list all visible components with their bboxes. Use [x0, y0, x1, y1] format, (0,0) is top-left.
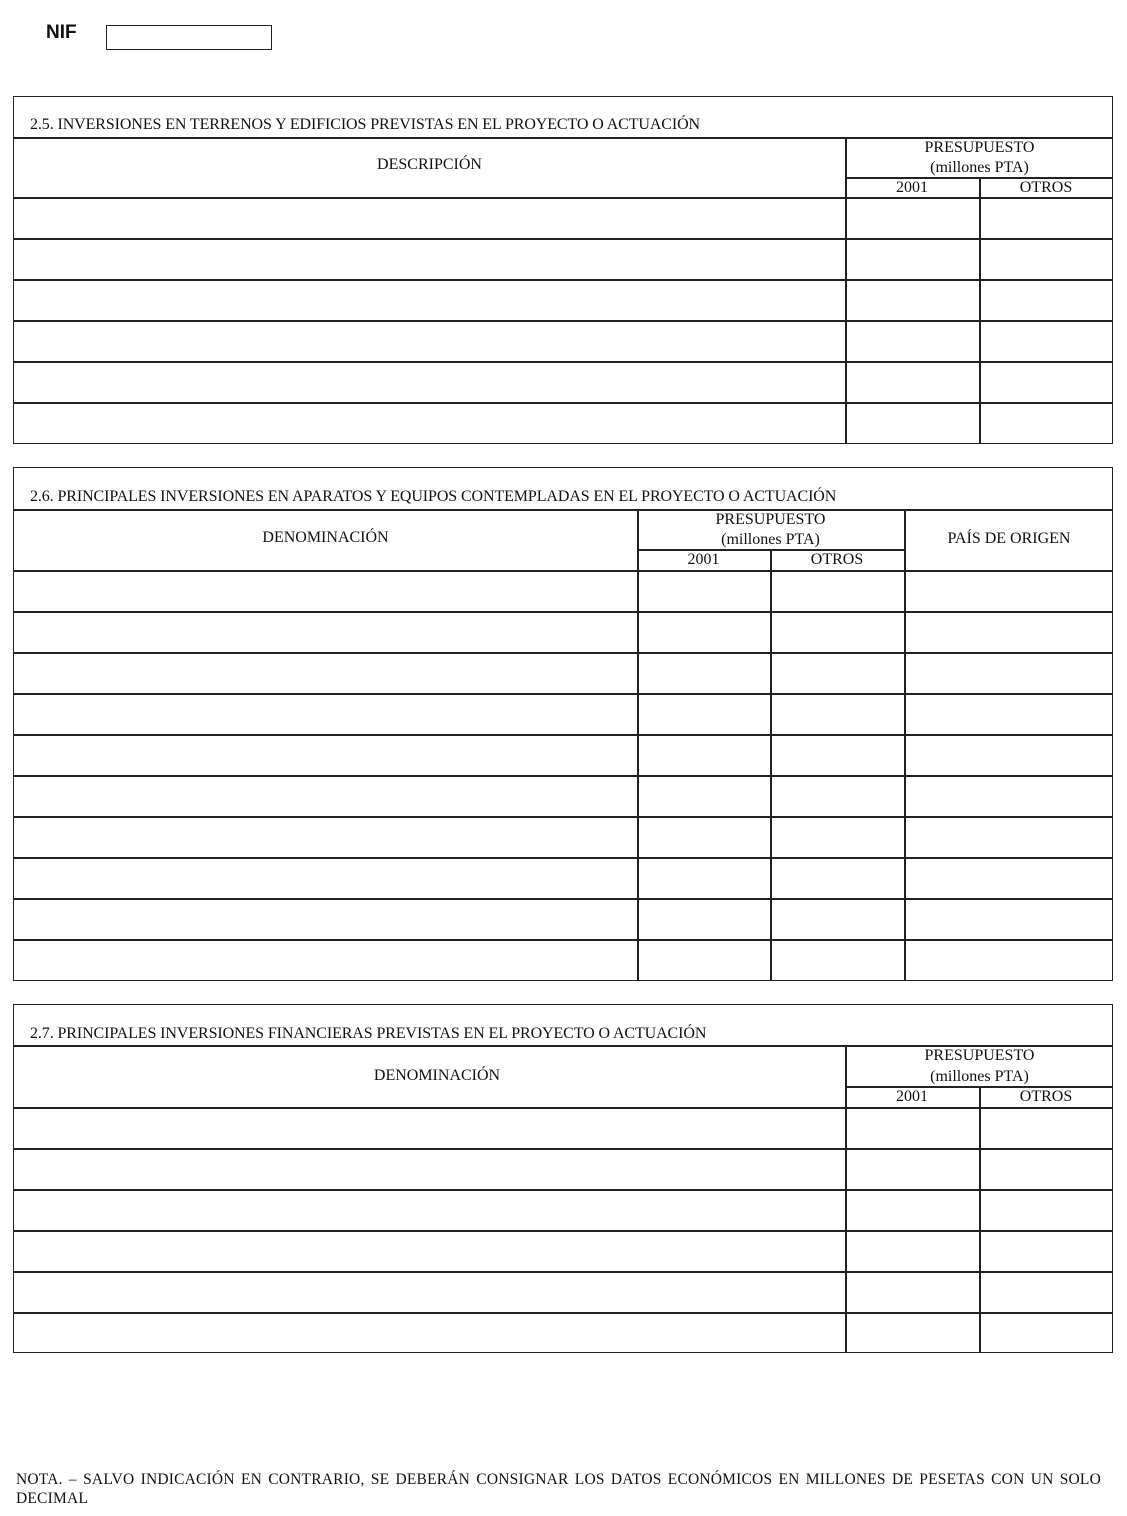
section-2-6-table: [13, 467, 1113, 981]
table-row[interactable]: [14, 693, 1112, 734]
table-row[interactable]: [14, 1230, 1112, 1271]
table-row[interactable]: [14, 1148, 1112, 1189]
year-2001-header: 2001: [896, 179, 928, 196]
nif-field[interactable]: [106, 25, 272, 50]
section-2-6-title: 2.6. PRINCIPALES INVERSIONES EN APARATOS Y EQUIPOS CONTEMPLADAS EN EL PROYECTO O ACTUACIÓN: [30, 488, 837, 505]
section-2-7-table: [13, 1004, 1113, 1353]
section-2-5-table: [13, 96, 1113, 444]
section-2-5-title: 2.5. INVERSIONES EN TERRENOS Y EDIFICIOS PREVISTAS EN EL PROYECTO O ACTUACIÓN: [30, 116, 701, 133]
otros-header: OTROS: [810, 551, 864, 568]
table-row[interactable]: [14, 570, 1112, 611]
budget-header: PRESUPUESTO: [715, 511, 826, 528]
nif-label: NIF: [46, 22, 77, 43]
table-row[interactable]: [14, 652, 1112, 693]
table-row[interactable]: [14, 939, 1112, 980]
year-2001-header: 2001: [687, 551, 720, 568]
table-row[interactable]: [14, 279, 1112, 320]
table-row[interactable]: [14, 238, 1112, 279]
otros-header: OTROS: [1019, 179, 1073, 196]
section-2-7-title: 2.7. PRINCIPALES INVERSIONES FINANCIERAS PREVISTAS EN EL PROYECTO O ACTUACIÓN: [30, 1025, 707, 1042]
budget-header: PRESUPUESTO: [924, 1047, 1035, 1064]
table-row[interactable]: [14, 734, 1112, 775]
year-2001-header: 2001: [896, 1088, 928, 1105]
footer-note: NOTA. – SALVO INDICACIÓN EN CONTRARIO, SE DEBERÁN CONSIGNAR LOS DATOS ECONÓMICOS EN MILLONES DE PESETAS CON UN SOLO DECIMAL: [16, 1471, 1101, 1507]
table-row[interactable]: [14, 1271, 1112, 1312]
table-row[interactable]: [14, 898, 1112, 939]
country-header: PAÍS DE ORIGEN: [947, 530, 1071, 547]
name-header: DENOMINACIÓN: [262, 529, 389, 546]
table-row[interactable]: [14, 402, 1112, 443]
budget-unit: (millones PTA): [930, 1068, 1029, 1085]
table-row[interactable]: [14, 857, 1112, 898]
table-row[interactable]: [14, 816, 1112, 857]
table-row[interactable]: [14, 775, 1112, 816]
table-row[interactable]: [14, 1189, 1112, 1230]
header-divider: [14, 509, 1112, 511]
otros-header: OTROS: [1019, 1088, 1073, 1105]
table-row[interactable]: [14, 361, 1112, 402]
table-row[interactable]: [14, 1312, 1112, 1353]
name-header: DENOMINACIÓN: [373, 1067, 501, 1084]
table-row[interactable]: [14, 197, 1112, 238]
budget-unit: (millones PTA): [930, 159, 1029, 176]
description-header: DESCRIPCIÓN: [377, 156, 482, 173]
budget-header: PRESUPUESTO: [924, 139, 1035, 156]
table-row[interactable]: [14, 611, 1112, 652]
table-row[interactable]: [14, 320, 1112, 361]
budget-unit: (millones PTA): [721, 531, 820, 548]
table-row[interactable]: [14, 1107, 1112, 1148]
